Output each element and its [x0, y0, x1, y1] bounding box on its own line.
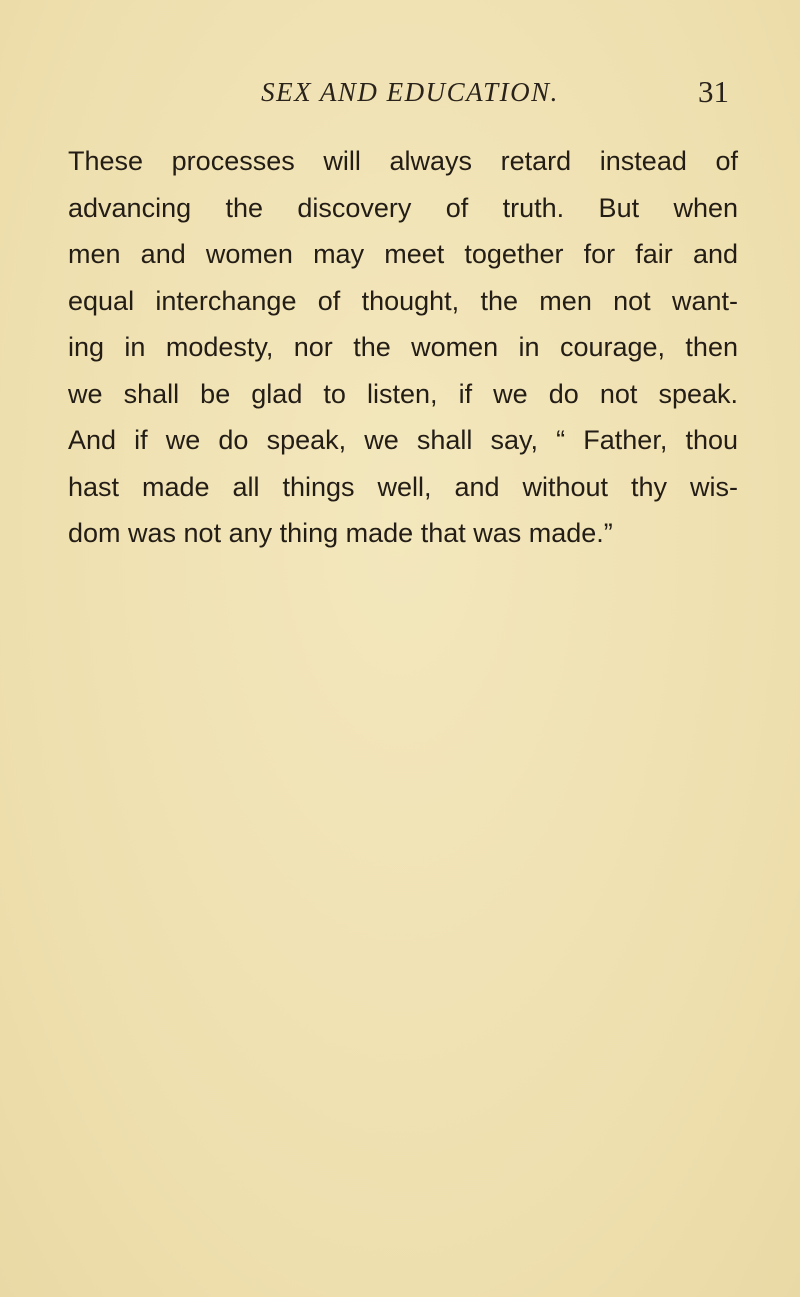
- text-line: advancing the discovery of truth. But when: [68, 192, 738, 223]
- text-line: hast made all things well, and without thy wis-: [68, 471, 738, 502]
- text-line: And if we do speak, we shall say, “ Father, thou: [68, 425, 738, 455]
- text-line: men and women may meet together for fair and: [68, 239, 738, 269]
- text-line: These processes will always retard instead of: [68, 146, 738, 176]
- page-number: 31: [698, 74, 729, 109]
- text-line: we shall be glad to listen, if we do not speak.: [68, 378, 738, 409]
- text-line: ing in modesty, nor the women in courage, then: [68, 332, 738, 362]
- text-line: dom was not any thing made that was made.”: [68, 518, 613, 548]
- text-line: equal interchange of thought, the men not want-: [68, 285, 738, 316]
- body-paragraph: [68, 138, 738, 557]
- running-title: SEX AND EDUCATION.: [261, 77, 559, 107]
- running-head: [0, 72, 800, 112]
